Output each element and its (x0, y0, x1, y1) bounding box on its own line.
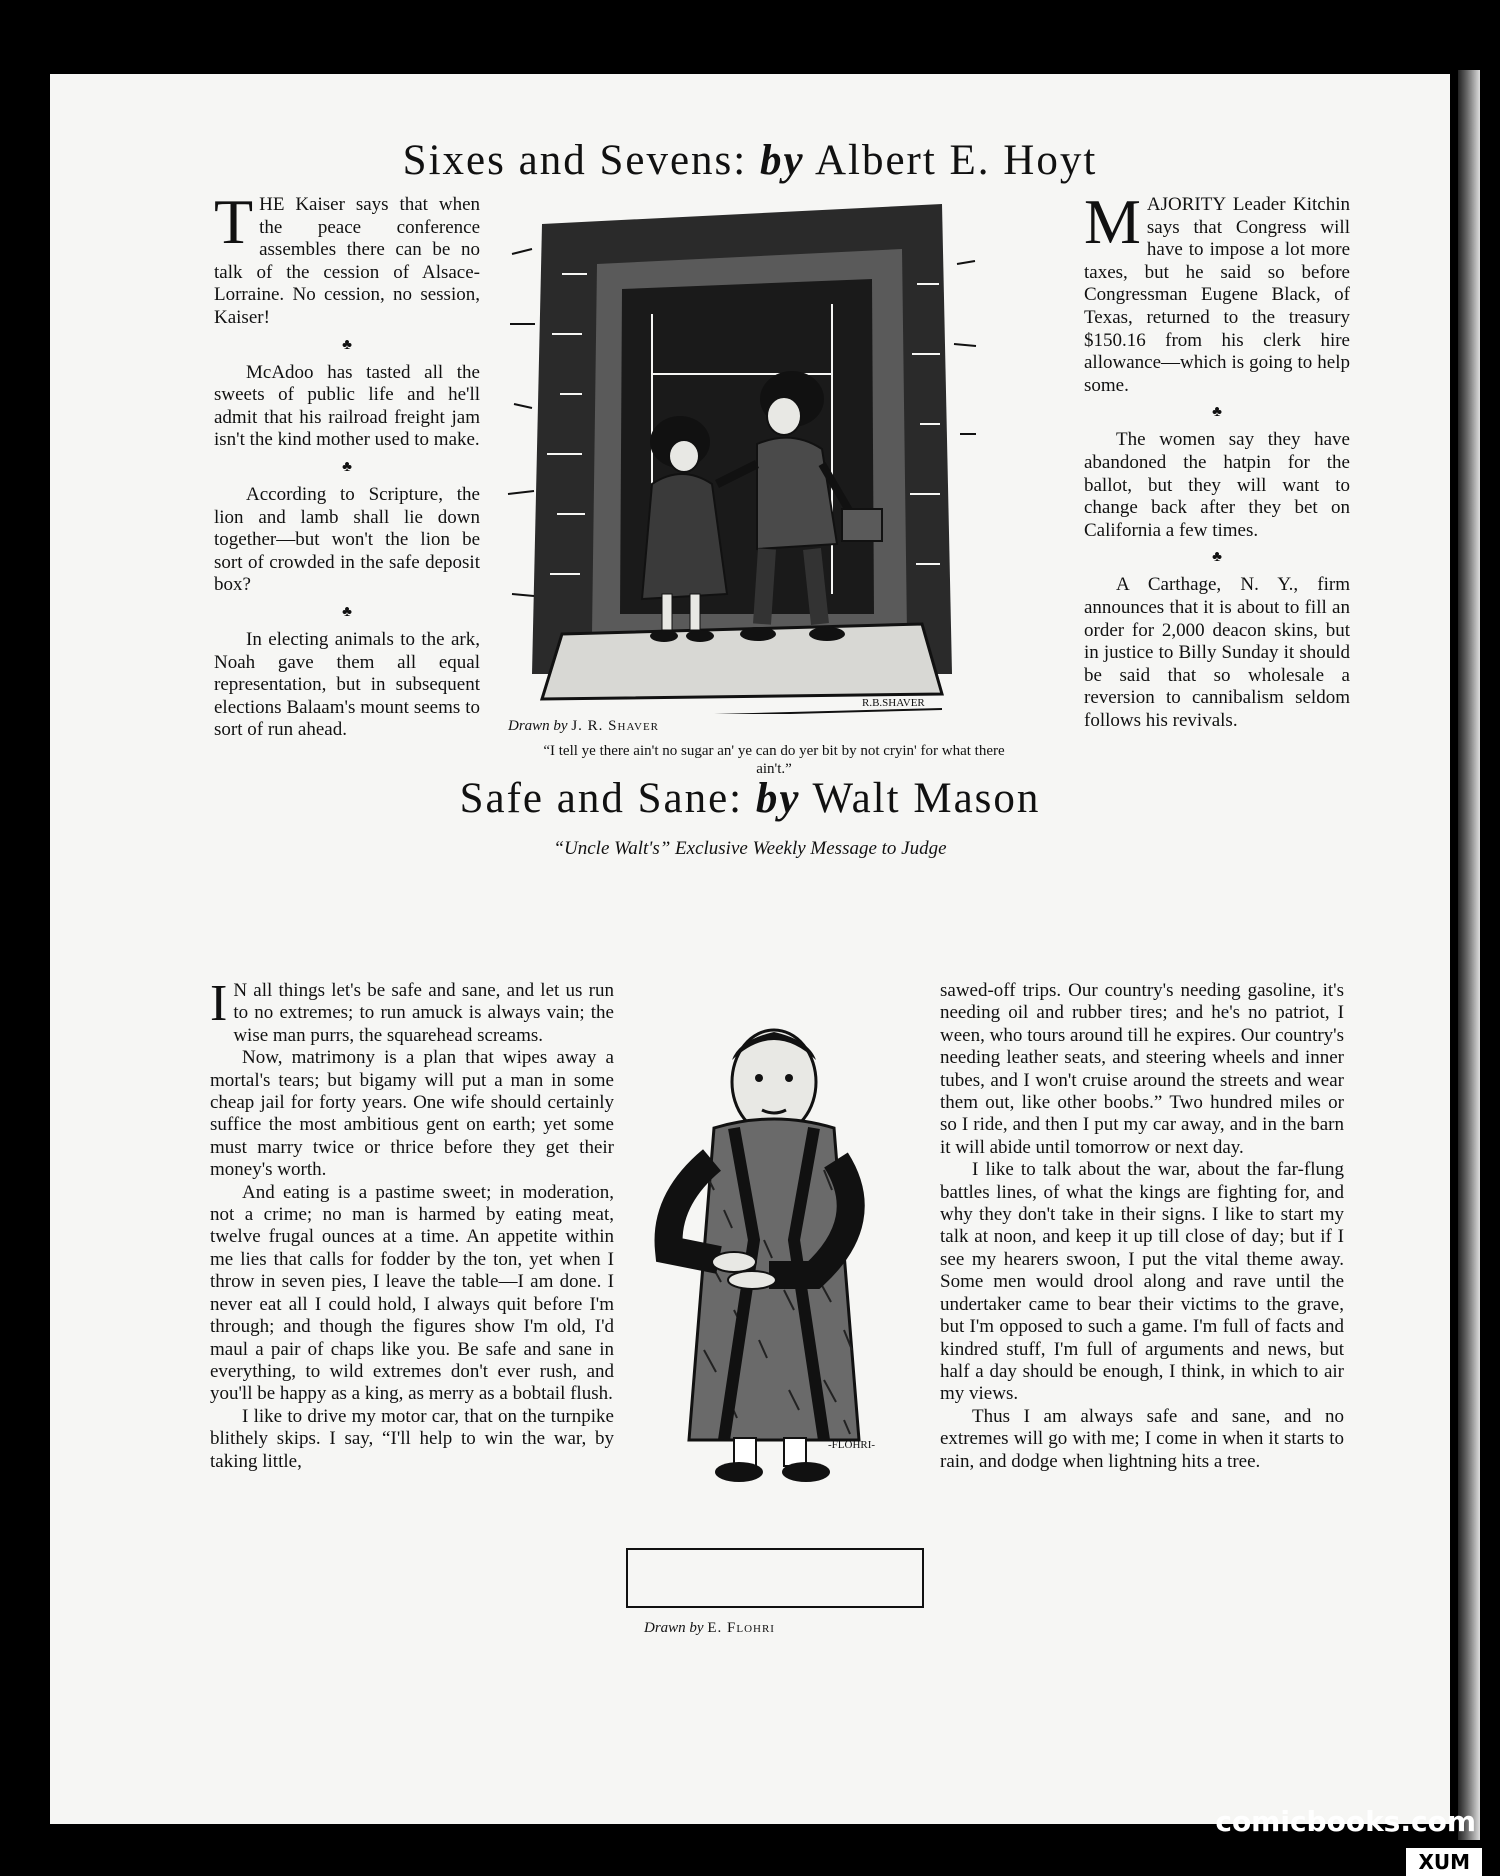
article1-left-column (214, 186, 480, 742)
paragraph: sawed-off trips. Our country's needing gasoline, it's needing oil and rubber tires; and he's no patriot, I ween, who tours around till he expires. Our country's needing leather seats, and steering wheels and inner tubes, and I won't cruise around the streets and wear them out, like other boobs.” Two hundred miles or so I ride, and then I put my car away, and in the barn it will abide until tomorrow or next day. (940, 980, 1344, 1158)
paragraph: I like to talk about the war, about the far-flung battles lines, of what the kings are fighting for, and why they don't take in their signs. I like to start my talk at noon, and keep it up till close of day; but if I see my hearers swoon, I put the vital theme away. Some men would drool along and rave until the undertaker came to bear their victims to the grave, but I'm opposed to such a game. I'm full of facts and kindred stuff, I'm full of arguments and news, but half a day should be enough, I think, in which to air my views. (940, 1159, 1344, 1405)
paragraph: In electing animals to the ark, Noah gave them all equal representation, but in subsequent elections Balaam's mount seems to sort of run ahead. (214, 628, 480, 741)
pedestal-box (626, 1548, 924, 1608)
artist-signature: -FLOHRI- (828, 1439, 876, 1451)
paragraph: The women say they have abandoned the hatpin for the ballot, but they will want to change back after they bet on California a few times. (1084, 429, 1350, 541)
illustration-credit: Drawn by J. R. Shaver (508, 718, 659, 734)
magazine-page (50, 74, 1450, 1824)
paragraph: AJORITY Leader Kitchin says that Congress will have to impose a lot more taxes, but he said so before Congressman Eugene Black, of Texas, returned to the treasury $150.16 from his clerk hire allowance—which is going to help some. (1084, 194, 1350, 396)
dropcap: I (210, 975, 228, 1032)
watermark: comicbooks.com (1215, 1805, 1476, 1838)
article1-right-column (1084, 186, 1350, 732)
paragraph: A Carthage, N. Y., firm announces that it is about to fill an order for 2,000 deacon skins, but in justice to Billy Sunday it should be said that so wholesale a reversion to cannibalism seldom follows his revivals. (1084, 574, 1350, 731)
paragraph: HE Kaiser says that when the peace conference assembles there can be no talk of the cession of Alsace-Lorraine. No cession, no session, Kaiser! (214, 194, 480, 328)
flohri-illustration (624, 1010, 924, 1490)
article2-subtitle: “Uncle Walt's” Exclusive Weekly Message to Judge (553, 838, 947, 859)
article2-left-text (210, 975, 614, 1473)
club-divider-icon: ♣ (1212, 549, 1222, 566)
artist-signature: R.B.SHAVER (862, 697, 925, 709)
club-divider-icon: ♣ (342, 603, 352, 620)
xum-badge: XUM (1406, 1848, 1482, 1876)
paragraph: Now, matrimony is a plan that wipes away a mortal's tears; but bigamy will put a man in some cheap jail for forty years. One wife should certainly suffice the most ambitious gent on earth; yet some must marry twice or thrice before they get their money's worth. (210, 1047, 614, 1181)
paragraph: Thus I am always safe and sane, and no extremes will go with me; I come in when it starts to rain, and dodge when lightning hits a tree. (940, 1405, 1344, 1472)
illustration-credit: Drawn by E. Flohri (644, 1620, 775, 1636)
paragraph: According to Scripture, the lion and lamb shall lie down together—but won't the lion be sort of crowded in the safe deposit box? (214, 483, 480, 596)
article1-title: Sixes and Sevens: by Albert E. Hoyt (402, 137, 1098, 184)
dropcap: M (1084, 186, 1141, 257)
paragraph: And eating is a pastime sweet; in moderation, not a crime; no man is harmed by eating meat, twelve frugal ounces at a time. An appetite within me lies that calls for fodder by the ton, yet when I throw in seven pies, I leave the table—I am done. I never eat all I could hold, I always quit before I'm through; and though the figures show I'm old, I'd maul a pair of chaps like you. Be safe and sane in everything, to wild extremes don't ever rush, and you'll be happy as a king, as merry as a bobtail flush. (210, 1181, 614, 1405)
article2-right-column (940, 980, 1344, 1473)
club-divider-icon: ♣ (342, 458, 352, 475)
club-divider-icon: ♣ (342, 336, 352, 353)
club-divider-icon: ♣ (1212, 404, 1222, 421)
paragraph: N all things let's be safe and sane, and let us run to no extremes; to run amuck is always vain; the wise man purrs, the squarehead screams. (233, 980, 614, 1046)
article2-title: Safe and Sane: by Walt Mason (459, 775, 1041, 822)
paragraph: I like to drive my motor car, that on the turnpike blithely skips. I say, “I'll help to win the war, by taking little, (210, 1405, 614, 1472)
shaver-illustration (502, 194, 982, 714)
book-spine (1458, 70, 1480, 1840)
dropcap: T (214, 186, 254, 257)
paragraph: McAdoo has tasted all the sweets of public life and he'll admit that his railroad freight jam isn't the kind mother used to make. (214, 361, 480, 451)
illustration-caption: “I tell ye there ain't no sugar an' ye can do yer bit by not cryin' for what there ain't.” (543, 743, 1005, 777)
